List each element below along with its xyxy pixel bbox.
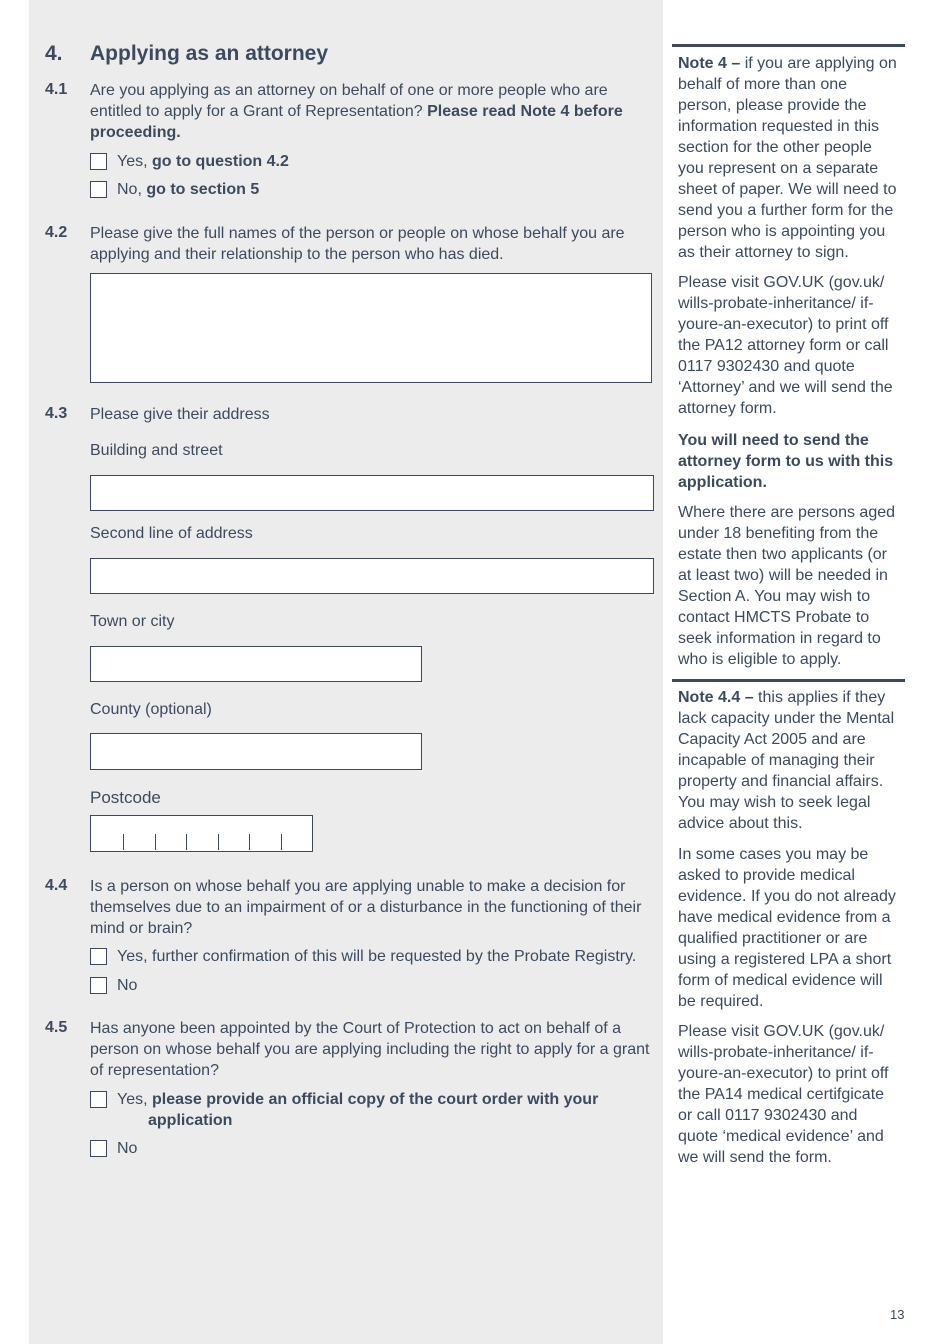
q41-yes-checkbox[interactable] xyxy=(90,153,107,170)
q41-yes-label: Yes, go to question 4.2 xyxy=(117,153,289,170)
postcode-divider xyxy=(186,834,187,850)
note44-medical: In some cases you may be asked to provide medical evidence. If you do not already have medical evidence from a qualified practitioner or are using a registered LPA a short form of medical evidence will be required. xyxy=(678,846,896,1010)
q44-text: Is a person on whose behalf you are applying unable to make a decision for themselves due to an impairment of or a disturbance in the functioning of their mind or brain? xyxy=(90,878,642,937)
q45-text: Has anyone been appointed by the Court of Protection to act on behalf of a person on whose behalf you are applying including the right to apply for a grant of representation? xyxy=(90,1020,650,1079)
q43-number: 4.3 xyxy=(45,405,68,422)
q42-text: Please give the full names of the person or people on whose behalf you are applying and their relationship to the person who has died. xyxy=(90,225,625,263)
names-textarea[interactable] xyxy=(90,273,652,383)
q45-no-label: No xyxy=(117,1140,138,1157)
q45-yes-checkbox[interactable] xyxy=(90,1091,107,1108)
q41-no-label: No, go to section 5 xyxy=(117,181,260,198)
note4-visit: Please visit GOV.UK (gov.uk/ wills-probate-inheritance/ if-youre-an-executor) to print off the PA12 attorney form or call 0117 9302430 and quote ‘Attorney’ and we will send the attorney form. xyxy=(678,274,893,417)
q44-number: 4.4 xyxy=(45,877,68,894)
q42-number: 4.2 xyxy=(45,224,68,241)
building-label: Building and street xyxy=(90,442,223,459)
q45-number: 4.5 xyxy=(45,1019,68,1036)
postcode-input[interactable] xyxy=(90,815,313,852)
note44-visit: Please visit GOV.UK (gov.uk/ wills-probate-inheritance/ if-youre-an-executor) to print off the PA14 medical certifgicate or call 0117 9302430 and quote ‘medical evidence’ and we will send the form. xyxy=(678,1023,889,1166)
q41-text: Are you applying as an attorney on behalf of one or more people who are entitled to apply for a Grant of Representation? Please read Note 4 before proceeding. xyxy=(90,82,623,141)
section-number: 4. xyxy=(45,42,63,65)
q45-yes-label-cont: application xyxy=(148,1112,233,1129)
postcode-divider xyxy=(123,834,124,850)
second-line-label: Second line of address xyxy=(90,525,253,542)
note4-text: Note 4 – if you are applying on behalf of more than one person, please provide the information requested in this section for the other people you represent on a separate sheet of paper. We will need to send you a further form for the person who is appointing you as their attorney to sign. xyxy=(678,55,897,261)
page-number: 13 xyxy=(890,1307,905,1322)
q44-no-checkbox[interactable] xyxy=(90,977,107,994)
q45-no-checkbox[interactable] xyxy=(90,1140,107,1157)
note4-rule xyxy=(672,44,905,47)
postcode-divider xyxy=(281,834,282,850)
second-line-input[interactable] xyxy=(90,558,654,594)
section-title: Applying as an attorney xyxy=(90,42,329,65)
town-input[interactable] xyxy=(90,646,422,682)
note44-rule xyxy=(672,679,905,682)
q44-yes-label: Yes, further confirmation of this will be requested by the Probate Registry. xyxy=(117,948,637,965)
q43-text: Please give their address xyxy=(90,406,270,423)
note4-under18: Where there are persons aged under 18 benefiting from the estate then two applicants (or at least two) will be needed in Section A. You may wish to contact HMCTS Probate to seek information in regard to who is eligible to apply. xyxy=(678,504,896,668)
q41-number: 4.1 xyxy=(45,81,68,98)
postcode-divider xyxy=(218,834,219,850)
county-label: County (optional) xyxy=(90,701,212,718)
postcode-divider xyxy=(249,834,250,850)
q45-yes-label: Yes, please provide an official copy of the court order with your xyxy=(117,1091,599,1108)
q41-no-checkbox[interactable] xyxy=(90,181,107,198)
town-label: Town or city xyxy=(90,613,175,630)
county-input[interactable] xyxy=(90,733,422,770)
postcode-divider xyxy=(155,834,156,850)
building-input[interactable] xyxy=(90,475,654,511)
note44-text: Note 4.4 – this applies if they lack capacity under the Mental Capacity Act 2005 and are incapable of managing their property and financial affairs. You may wish to seek legal advice about this. xyxy=(678,689,895,832)
q44-no-label: No xyxy=(117,977,138,994)
note4-bold: You will need to send the attorney form to us with this application. xyxy=(678,432,894,491)
postcode-label: Postcode xyxy=(90,788,161,807)
q44-yes-checkbox[interactable] xyxy=(90,948,107,965)
